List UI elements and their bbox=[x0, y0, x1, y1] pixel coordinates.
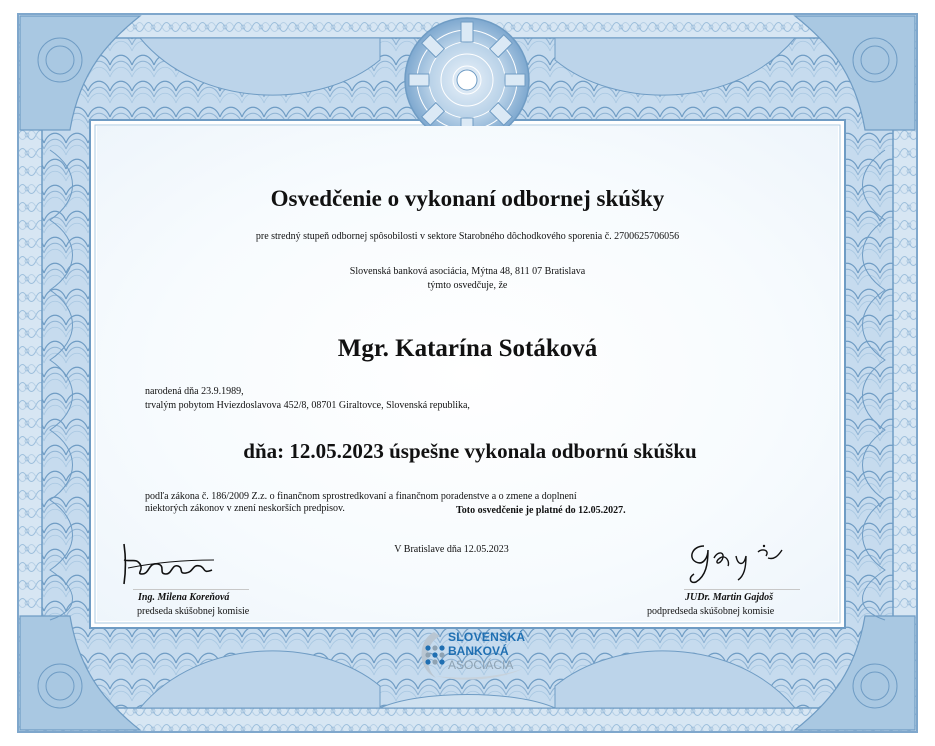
right-signatory-role: podpredseda skúšobnej komisie bbox=[647, 606, 775, 617]
right-signature-line bbox=[684, 589, 800, 590]
logo-line-1: SLOVENSKÁ bbox=[448, 630, 526, 644]
right-handwritten-signature bbox=[682, 536, 792, 586]
logo-line-3: ASOCIÁCIA bbox=[448, 658, 514, 672]
left-handwritten-signature bbox=[118, 540, 218, 588]
left-signature-line bbox=[133, 589, 249, 590]
sba-logo bbox=[416, 628, 528, 682]
holder-birth-date: narodená dňa 23.9.1989, bbox=[145, 386, 244, 397]
holder-address: trvalým pobytom Hviezdoslavova 452/8, 08701 Giraltovce, Slovenská republika, bbox=[145, 400, 470, 411]
place-and-date: V Bratislave dňa 12.05.2023 bbox=[394, 544, 509, 555]
left-signatory-name: Ing. Milena Koreňová bbox=[138, 592, 230, 603]
certificate-subtitle: pre stredný stupeň odbornej spôsobilosti v sektore Starobného dôchodkového sporenia č. 2700625706056 bbox=[255, 231, 680, 242]
holder-name: Mgr. Katarína Sotáková bbox=[337, 335, 598, 362]
validity-statement: Toto osvedčenie je platné do 12.05.2027. bbox=[456, 505, 626, 516]
exam-result: dňa: 12.05.2023 úspešne vykonala odbornú skúšku bbox=[243, 439, 697, 463]
certificate-title: Osvedčenie o vykonaní odbornej skúšky bbox=[270, 186, 665, 211]
left-signatory-role: predseda skúšobnej komisie bbox=[137, 606, 250, 617]
law-reference-line-1: podľa zákona č. 186/2009 Z.z. o finančnom sprostredkovaní a finančnom poradenstve a o zmene a doplnení bbox=[145, 491, 577, 502]
right-signatory-name: JUDr. Martin Gajdoš bbox=[685, 592, 774, 603]
law-reference-line-2: niektorých zákonov v znení neskorších predpisov. bbox=[145, 503, 345, 514]
sba-logo-dots-icon bbox=[424, 644, 446, 666]
issuer-statement: týmto osvedčuje, že bbox=[427, 280, 508, 291]
issuer-address: Slovenská banková asociácia, Mýtna 48, 811 07 Bratislava bbox=[349, 266, 586, 277]
logo-line-2: BANKOVÁ bbox=[448, 644, 509, 658]
